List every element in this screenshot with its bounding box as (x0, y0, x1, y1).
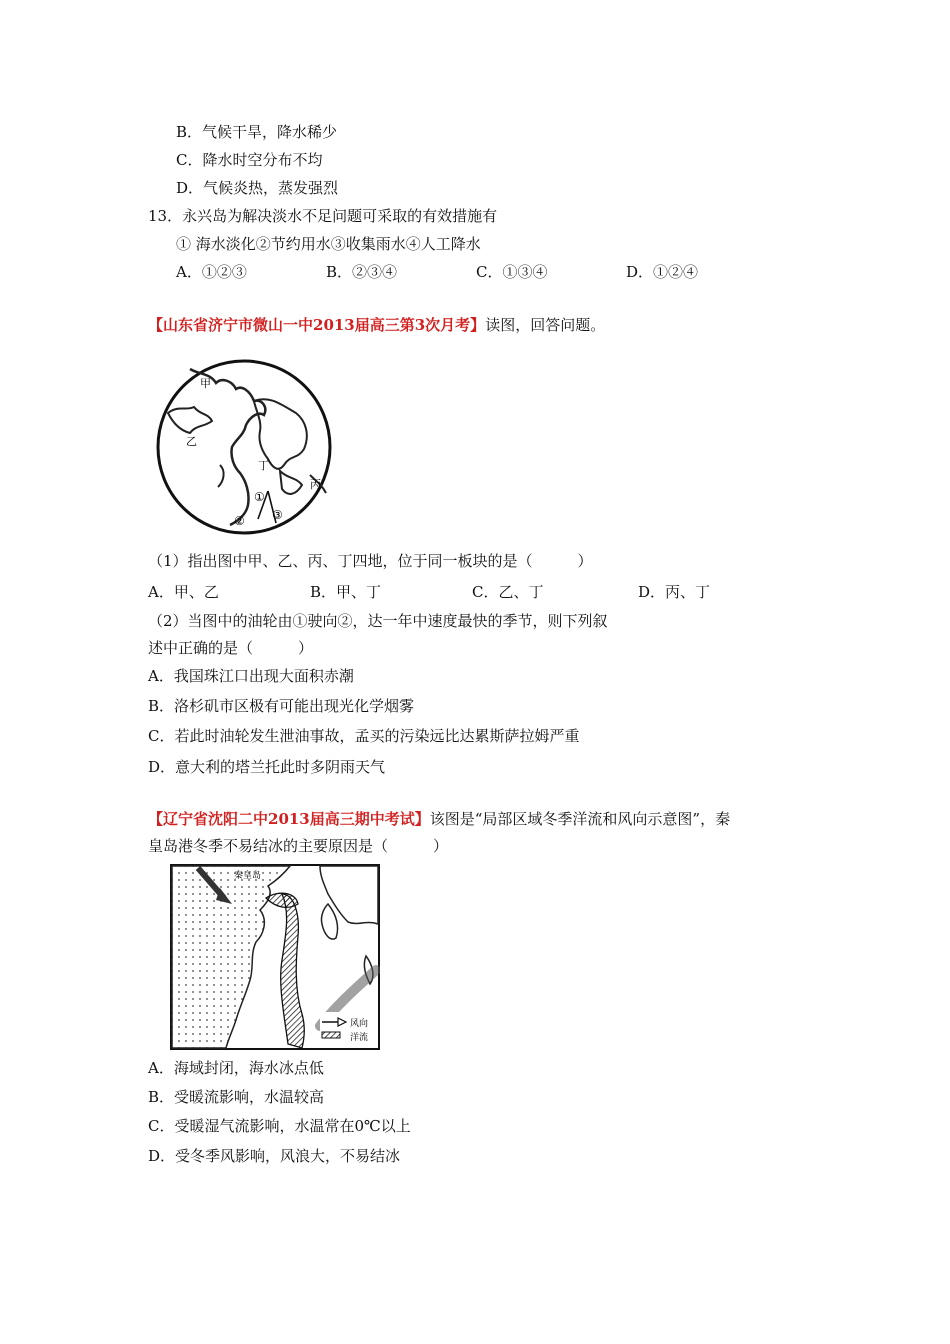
legend-wind-label: 风向 (350, 1019, 369, 1029)
legend-current-symbol (322, 1032, 340, 1038)
q13-option-a: A．①②③ (176, 263, 247, 281)
section3-option-d: D．受冬季风影响，风浪大，不易结冰 (148, 1147, 401, 1165)
section3-option-b: B．受暖流影响，水温较高 (148, 1088, 325, 1106)
section2-q2-option-a: A．我国珠江口出现大面积赤潮 (148, 667, 354, 685)
section2-q1-options (148, 582, 788, 602)
section3-source: 【辽宁省沈阳二中2013届高三期中考试】 (148, 810, 430, 828)
section3-header (148, 809, 730, 829)
label-ding: 丁 (258, 459, 269, 472)
section2-q2-stem-line2: 述中正确的是（ ） (148, 639, 314, 657)
label-route-3: ③ (272, 508, 283, 522)
section2-source: 【山东省济宁市微山一中2013届高三第3次月考】 (148, 316, 486, 334)
section2-header (148, 315, 605, 335)
q13-stem: 13．永兴岛为解决淡水不足问题可采取的有效措施有 (148, 207, 498, 225)
label-bing: 丙 (310, 478, 321, 491)
section2-intro: 读图，回答问题。 (485, 316, 606, 334)
section2-q2-option-c: C．若此时油轮发生泄油事故，孟买的污染远比达累斯萨拉姆严重 (148, 727, 580, 745)
globe-map-figure (150, 355, 340, 540)
section2-q1-option-a: A．甲、乙 (148, 583, 219, 601)
section2-q1-option-d: D．丙、丁 (638, 583, 711, 601)
section2-q1-option-b: B．甲、丁 (310, 583, 382, 601)
section2-q2-stem-line1: （2）当图中的油轮由①驶向②，达一年中速度最快的季节，则下列叙 (148, 612, 608, 630)
label-jia: 甲 (200, 377, 211, 390)
section2-q1-option-c: C．乙、丁 (472, 583, 544, 601)
q12-option-b: B．气候干旱，降水稀少 (176, 123, 338, 141)
q13-option-d: D．①②④ (626, 263, 699, 281)
section3-stem-line1: 该图是“局部区域冬季洋流和风向示意图”，秦 (429, 810, 731, 828)
legend-current-label: 洋流 (350, 1033, 369, 1043)
label-route-1: ① (254, 490, 265, 504)
q13-options (176, 262, 776, 282)
section2-q2-option-d: D．意大利的塔兰托此时多阴雨天气 (148, 758, 386, 776)
q12-option-c: C．降水时空分布不均 (176, 151, 323, 169)
section2-q2-option-b: B．洛杉矶市区极有可能出现光化学烟雾 (148, 697, 415, 715)
label-route-2: ② (234, 514, 245, 528)
label-yi: 乙 (186, 435, 197, 448)
q13-option-c: C．①③④ (476, 263, 548, 281)
section2-q1-stem: （1）指出图中甲、乙、丙、丁四地，位于同一板块的是（ ） (148, 552, 593, 570)
section3-option-a: A．海域封闭，海水冰点低 (148, 1059, 324, 1077)
section3-option-c: C．受暖湿气流影响，水温常在0℃以上 (148, 1117, 411, 1135)
q12-option-d: D．气候炎热，蒸发强烈 (176, 179, 339, 197)
current-wind-map-figure (170, 864, 380, 1050)
q13-items: ① 海水淡化②节约用水③收集雨水④人工降水 (176, 235, 481, 253)
q13-option-b: B．②③④ (326, 263, 398, 281)
section3-stem-line2: 皇岛港冬季不易结冰的主要原因是（ ） (148, 837, 449, 855)
map-label-qinhuangdao: 秦皇岛 (234, 871, 262, 881)
